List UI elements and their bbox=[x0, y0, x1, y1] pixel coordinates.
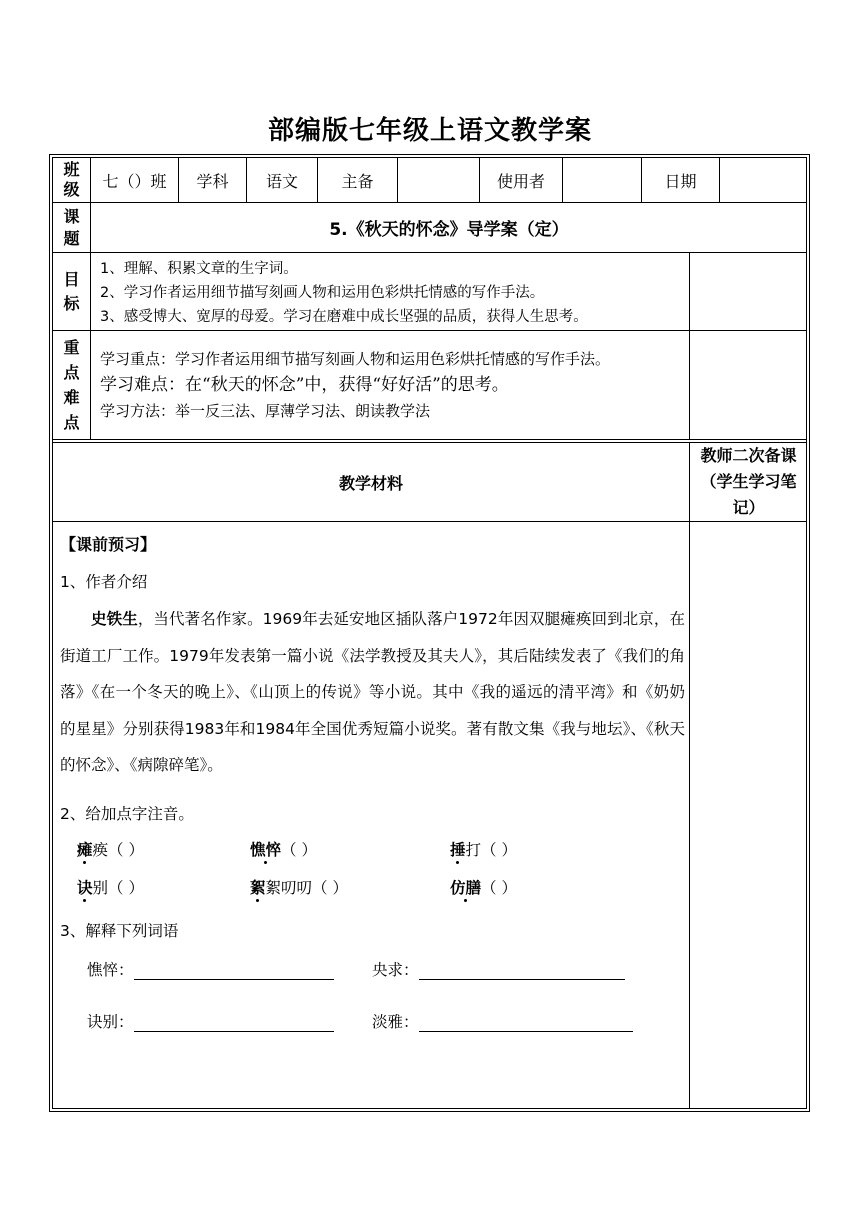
dotted-char: 憔悴 bbox=[250, 838, 281, 860]
study-method: 学习方法：举一反三法、厚薄学习法、朗读教学法 bbox=[100, 402, 431, 420]
dotted-char: 捶 bbox=[450, 838, 466, 860]
pinyin-item bbox=[77, 838, 144, 860]
topic-label: 课题 bbox=[63, 206, 80, 248]
col-divider bbox=[689, 252, 690, 439]
focus-label: 重点难点 bbox=[63, 338, 80, 432]
dotted-char: 仿膳 bbox=[450, 876, 481, 898]
focus-block bbox=[100, 346, 610, 424]
vocab-item bbox=[372, 958, 625, 980]
goal-item: 1、理解、积累文章的生字词。 bbox=[100, 261, 298, 277]
vocab-term: 央求： bbox=[372, 961, 419, 979]
user-value-cell[interactable] bbox=[563, 158, 641, 202]
notes-header-cell bbox=[690, 443, 807, 521]
author-name: 史铁生 bbox=[91, 610, 138, 628]
topic-value-cell bbox=[91, 203, 807, 252]
prep-label-cell bbox=[318, 158, 397, 202]
row-divider bbox=[52, 521, 807, 522]
focus-label-cell bbox=[53, 331, 90, 439]
pinyin-item bbox=[450, 838, 517, 860]
vocab-term: 憔悴： bbox=[87, 961, 134, 979]
pinyin-item bbox=[77, 876, 144, 898]
author-heading: 1、作者介绍 bbox=[60, 573, 148, 591]
dotted-char: 瘫 bbox=[77, 838, 93, 860]
prep-label: 主备 bbox=[341, 171, 374, 191]
page-title: 部编版七年级上语文教学案 bbox=[267, 116, 592, 146]
class-label-cell bbox=[53, 158, 90, 202]
subject-value-cell bbox=[247, 158, 317, 202]
goal-item: 3、感受博大、宽厚的母爱。学习在磨难中成长坚强的品质，获得人生思考。 bbox=[100, 309, 588, 325]
materials-header-cell bbox=[53, 443, 689, 521]
key-point: 学习重点：学习作者运用细节描写刻画人物和运用色彩烘托情感的写作手法。 bbox=[100, 350, 611, 368]
vocab-item bbox=[87, 1010, 334, 1032]
pinyin-blank[interactable]: 痪（ ） bbox=[92, 841, 144, 859]
subject-label-cell bbox=[179, 158, 246, 202]
pinyin-blank[interactable]: 打（ ） bbox=[465, 841, 517, 859]
pinyin-item bbox=[250, 838, 317, 860]
pinyin-blank[interactable]: 别（ ） bbox=[92, 879, 144, 897]
class-value-cell bbox=[91, 158, 178, 202]
date-label: 日期 bbox=[664, 171, 697, 191]
row-divider bbox=[52, 330, 807, 331]
subject-value: 语文 bbox=[265, 171, 298, 191]
author-paragraph bbox=[60, 601, 685, 784]
answer-blank[interactable] bbox=[419, 963, 625, 980]
topic-value: 5.《秋天的怀念》导学案（定） bbox=[329, 220, 569, 240]
vocab-term: 淡雅： bbox=[372, 1013, 419, 1031]
date-value-cell[interactable] bbox=[720, 158, 806, 202]
topic-label-cell bbox=[53, 203, 90, 252]
row-divider bbox=[52, 252, 807, 253]
dotted-char: 诀 bbox=[77, 876, 93, 898]
prep-value-cell[interactable] bbox=[398, 158, 479, 202]
vocab-item bbox=[87, 958, 334, 980]
pinyin-blank[interactable]: 絮叨叨（ ） bbox=[265, 879, 348, 897]
pinyin-heading: 2、给加点字注音。 bbox=[60, 805, 194, 823]
col-divider bbox=[689, 442, 690, 1109]
row-divider bbox=[52, 439, 807, 440]
author-bio: ，当代著名作家。1969年去延安地区插队落户1972年因双腿瘫痪回到北京，在街道工厂工作。1979年发表第一篇小说《法学教授及其夫人》，其后陆续发表了《我们的角落》《在一个冬天的晚上》、《山顶上的传说》等小说。其中《我的遥远的清平湾》和《奶奶的星星》分别获得1983年和1984年全国优秀短篇小说奖。著有散文集《我与地坛》、《秋天的怀念》、《病隙碎笔》。 bbox=[60, 610, 685, 775]
answer-blank[interactable] bbox=[134, 1015, 334, 1032]
pinyin-blank[interactable]: （ ） bbox=[481, 879, 517, 897]
vocab-heading: 3、解释下列词语 bbox=[60, 922, 179, 940]
user-label: 使用者 bbox=[496, 171, 545, 191]
goals-label-cell bbox=[53, 253, 90, 330]
goals-list bbox=[100, 257, 588, 329]
class-label: 班级 bbox=[63, 160, 80, 199]
difficulty: 学习难点：在“秋天的怀念”中，获得“好好活”的思考。 bbox=[100, 375, 509, 395]
answer-blank[interactable] bbox=[134, 963, 334, 980]
dotted-char: 絮 bbox=[250, 876, 266, 898]
subject-label: 学科 bbox=[196, 171, 229, 191]
pinyin-item bbox=[450, 876, 517, 898]
class-value: 七（）班 bbox=[102, 171, 167, 191]
pinyin-blank[interactable]: （ ） bbox=[281, 841, 317, 859]
vocab-item bbox=[372, 1010, 633, 1032]
answer-blank[interactable] bbox=[419, 1015, 633, 1032]
notes-header: 教师二次备课（学生学习笔记） bbox=[700, 446, 797, 517]
goal-item: 2、学习作者运用细节描写刻画人物和运用色彩烘托情感的写作手法。 bbox=[100, 285, 545, 301]
preview-heading: 【课前预习】 bbox=[60, 535, 157, 554]
date-label-cell bbox=[642, 158, 719, 202]
user-label-cell bbox=[480, 158, 562, 202]
materials-header: 教学材料 bbox=[338, 473, 403, 493]
pinyin-item bbox=[250, 876, 348, 898]
vocab-term: 诀别： bbox=[87, 1013, 134, 1031]
goals-label: 目标 bbox=[63, 269, 80, 313]
